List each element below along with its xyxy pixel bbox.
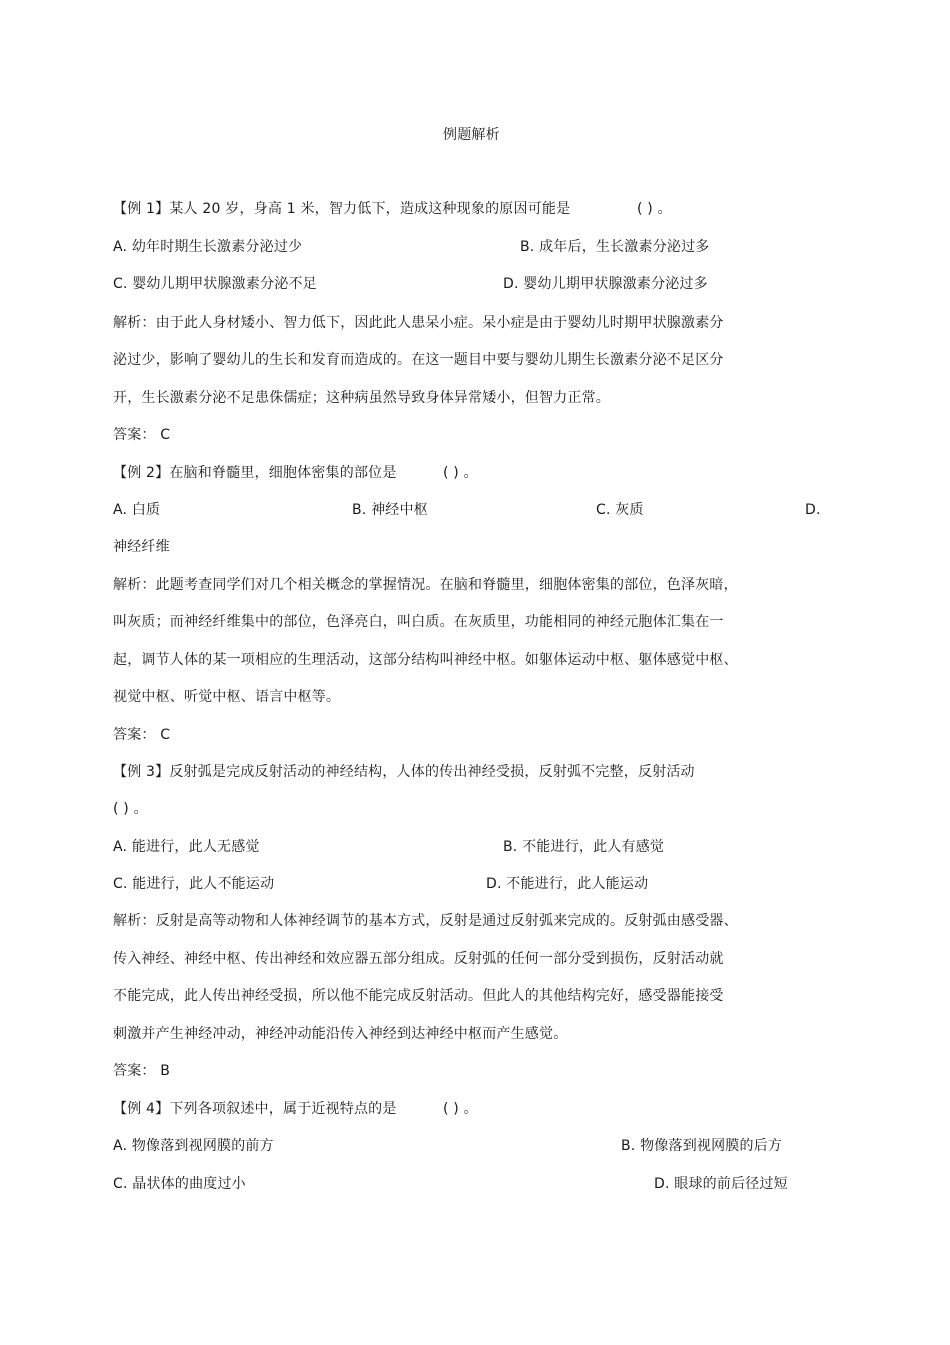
question-1-stem: 【例 1】某人 20 岁，身高 1 米，智力低下，造成这种现象的原因可能是 xyxy=(113,201,571,217)
question-2-option-c: C. 灰质 xyxy=(596,502,644,518)
page-title: 例题解析 xyxy=(443,127,500,143)
question-4-option-d: D. 眼球的前后径过短 xyxy=(654,1176,788,1192)
question-4-option-c: C. 晶状体的曲度过小 xyxy=(113,1176,246,1192)
question-2-option-d-letter: D. xyxy=(805,502,821,518)
question-2-answer-blank: ( ) 。 xyxy=(443,465,478,481)
question-1-option-b: B. 成年后，生长激素分泌过多 xyxy=(520,239,710,255)
question-1-option-a: A. 幼年时期生长激素分泌过少 xyxy=(113,239,303,255)
question-4-stem: 【例 4】下列各项叙述中，属于近视特点的是 xyxy=(113,1101,397,1117)
question-2-option-b: B. 神经中枢 xyxy=(352,502,428,518)
question-1-analysis-line: 泌过少，影响了婴幼儿的生长和发育而造成的。在这一题目中要与婴幼儿期生长激素分泌不足区分 xyxy=(113,352,724,368)
question-2-answer: 答案： C xyxy=(113,727,171,743)
question-3-answer: 答案： B xyxy=(113,1063,171,1079)
question-3-option-c: C. 能进行，此人不能运动 xyxy=(113,876,275,892)
question-3-option-b: B. 不能进行，此人有感觉 xyxy=(503,839,665,855)
question-3-analysis-line: 传入神经、神经中枢、传出神经和效应器五部分组成。反射弧的任何一部分受到损伤，反射活动就 xyxy=(113,951,724,967)
question-2-analysis-line: 解析：此题考查同学们对几个相关概念的掌握情况。在脑和脊髓里，细胞体密集的部位，色泽灰暗， xyxy=(113,577,738,593)
question-2-option-a: A. 白质 xyxy=(113,502,161,518)
question-1-answer: 答案： C xyxy=(113,427,171,443)
question-2-analysis-line: 视觉中枢、听觉中枢、语言中枢等。 xyxy=(113,689,341,705)
question-1-analysis-line: 开，生长激素分泌不足患侏儒症；这种病虽然导致身体异常矮小，但智力正常。 xyxy=(113,390,610,406)
question-4-answer-blank: ( ) 。 xyxy=(443,1101,478,1117)
question-2-stem: 【例 2】在脑和脊髓里，细胞体密集的部位是 xyxy=(113,465,397,481)
question-2-analysis-line: 叫灰质；而神经纤维集中的部位，色泽亮白，叫白质。在灰质里，功能相同的神经元胞体汇集在一 xyxy=(113,614,724,630)
question-2-option-d-text: 神经纤维 xyxy=(113,539,170,555)
question-3-analysis-line: 刺激并产生神经冲动，神经冲动能沿传入神经到达神经中枢而产生感觉。 xyxy=(113,1026,568,1042)
question-3-option-d: D. 不能进行，此人能运动 xyxy=(486,876,649,892)
question-1-option-c: C. 婴幼儿期甲状腺激素分泌不足 xyxy=(113,276,317,292)
question-3-stem: 【例 3】反射弧是完成反射活动的神经结构，人体的传出神经受损，反射弧不完整，反射活动 xyxy=(113,764,695,780)
question-4-option-b: B. 物像落到视网膜的后方 xyxy=(621,1138,783,1154)
question-4-option-a: A. 物像落到视网膜的前方 xyxy=(113,1138,274,1154)
question-3-option-a: A. 能进行，此人无感觉 xyxy=(113,839,260,855)
question-3-answer-blank: ( ) 。 xyxy=(113,801,148,817)
question-3-analysis-line: 不能完成，此人传出神经受损，所以他不能完成反射活动。但此人的其他结构完好，感受器能接受 xyxy=(113,988,724,1004)
question-1-answer-blank: ( ) 。 xyxy=(637,201,672,217)
question-1-option-d: D. 婴幼儿期甲状腺激素分泌过多 xyxy=(503,276,708,292)
question-1-analysis-line: 解析：由于此人身材矮小、智力低下，因此此人患呆小症。呆小症是由于婴幼儿时期甲状腺激素分 xyxy=(113,315,724,331)
question-2-analysis-line: 起，调节人体的某一项相应的生理活动，这部分结构叫神经中枢。如躯体运动中枢、躯体感觉中枢、 xyxy=(113,652,738,668)
question-3-analysis-line: 解析：反射是高等动物和人体神经调节的基本方式，反射是通过反射弧来完成的。反射弧由感受器、 xyxy=(113,913,738,929)
